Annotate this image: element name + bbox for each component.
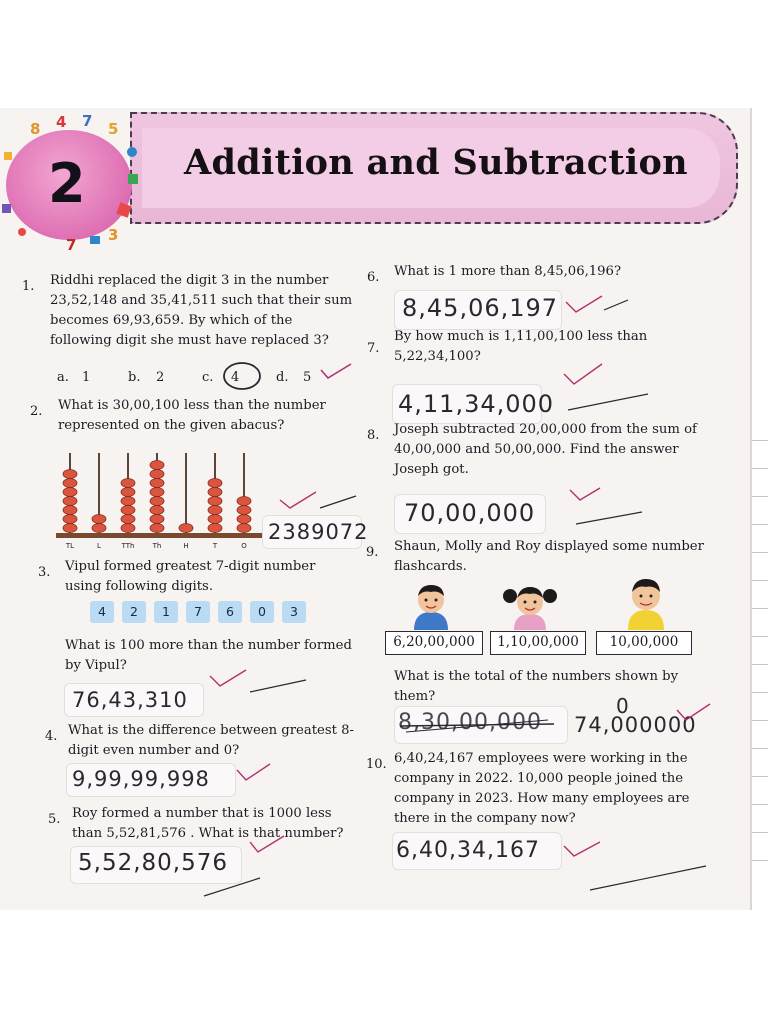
abacus-bead — [63, 470, 77, 479]
abacus-bead — [208, 479, 222, 488]
q1-option-b[interactable]: 2 — [156, 370, 165, 385]
digit-chip: 6 — [218, 601, 242, 623]
abacus-place-label: TTh — [121, 542, 135, 550]
abacus-bead — [63, 506, 77, 515]
abacus-bead — [208, 497, 222, 506]
abacus-bead — [121, 497, 135, 506]
q9-text: Shaun, Molly and Roy displayed some number flashcards. — [394, 539, 704, 574]
abacus-place-label: L — [97, 542, 101, 550]
abacus-bead — [63, 488, 77, 497]
q10-answer: 6,40,34,167 — [396, 838, 540, 863]
q9-strike-mark — [398, 712, 558, 740]
q5-number: 5. — [48, 812, 61, 827]
molly-illustration — [500, 584, 560, 630]
abacus-place-label: O — [241, 542, 247, 550]
q1-option-a[interactable]: 1 — [82, 370, 91, 385]
q1-option-c[interactable]: 4 — [231, 370, 240, 385]
q7-number: 7. — [367, 341, 380, 356]
abacus-bead — [121, 524, 135, 533]
abacus-bead — [208, 515, 222, 524]
abacus-bead — [237, 524, 251, 533]
digit-chip: 7 — [186, 601, 210, 623]
q8-text: Joseph subtracted 20,00,000 from the sum of 40,00,000 and 50,00,000. Find the answer Joseph got. — [394, 422, 697, 477]
digit-chip: 4 — [90, 601, 114, 623]
abacus-bead — [208, 506, 222, 515]
q1-tick-icon — [318, 360, 354, 382]
q1-text: Riddhi replaced the digit 3 in the number 23,52,148 and 35,41,511 such that their sum becomes 69,93,659. By which of the following digit she must have replaced 3? — [50, 273, 353, 348]
q9-number: 9. — [366, 545, 379, 560]
abacus-bead — [237, 515, 251, 524]
q6-answer: 8,45,06,197 — [402, 294, 559, 322]
q1-option-d[interactable]: 5 — [303, 370, 312, 385]
q8-tick-icon — [566, 484, 646, 534]
q4-tick-icon — [234, 760, 274, 788]
abacus-bead — [208, 524, 222, 533]
q5-tick-icon — [200, 832, 310, 902]
abacus-bead — [121, 488, 135, 497]
flashcard: 10,00,000 — [596, 631, 692, 655]
shaun-illustration — [410, 582, 452, 630]
abacus-bead — [92, 515, 106, 524]
abacus-bead — [237, 497, 251, 506]
next-page-edge — [752, 440, 768, 910]
q3-subtext: What is 100 more than the number formed by Vipul? — [65, 638, 352, 673]
q4-answer: 9,99,99,998 — [72, 767, 210, 791]
q5-answer: 5,52,80,576 — [78, 850, 228, 876]
q1-option-a-label: a. — [57, 370, 69, 385]
q7-answer: 4,11,34,000 — [398, 390, 555, 418]
abacus-bead — [150, 497, 164, 506]
q1-number: 1. — [22, 279, 35, 294]
deco-digit: 7 — [82, 112, 93, 130]
q9-subtext: What is the total of the numbers shown by them? — [394, 669, 679, 704]
deco-digit: 5 — [108, 120, 119, 138]
q2-text: What is 30,00,100 less than the number represented on the given abacus? — [58, 398, 326, 433]
abacus-bead — [237, 506, 251, 515]
abacus-bead — [121, 506, 135, 515]
abacus-bead — [150, 524, 164, 533]
q2-tick-icon — [276, 486, 360, 516]
abacus-bead — [150, 515, 164, 524]
abacus-bead — [63, 524, 77, 533]
abacus-bead — [150, 506, 164, 515]
q8-answer: 70,00,000 — [404, 499, 536, 527]
q2-answer: 2389072 — [268, 520, 369, 544]
q1-option-c-label: c. — [202, 370, 214, 385]
q7-text: By how much is 1,11,00,100 less than 5,22,34,100? — [394, 329, 648, 364]
q6-text: What is 1 more than 8,45,06,196? — [394, 264, 622, 279]
abacus-bead — [63, 515, 77, 524]
abacus-bead — [208, 488, 222, 497]
abacus-bead — [179, 524, 193, 533]
abacus-place-label: Th — [152, 542, 162, 550]
q3-tick-icon — [206, 668, 310, 698]
roy-illustration — [624, 576, 668, 630]
digit-chip: 2 — [122, 601, 146, 623]
deco-digit: 8 — [30, 120, 41, 138]
q3-number: 3. — [38, 565, 51, 580]
q9-tick-icon — [674, 702, 714, 728]
q9-crossed-answer: 8,30,00,000 — [398, 710, 542, 735]
digit-chip: 1 — [154, 601, 178, 623]
abacus-bead — [121, 479, 135, 488]
abacus-bead — [63, 497, 77, 506]
confetti-decoration — [0, 112, 150, 252]
q10-text: 6,40,24,167 employees were working in the company in 2022. 10,000 people joined the company in 2023. How many employees are there in the company now? — [394, 751, 690, 826]
abacus-bead — [150, 479, 164, 488]
abacus-bead — [121, 515, 135, 524]
abacus-place-label: H — [183, 542, 189, 550]
chapter-number: 2 — [48, 152, 86, 215]
abacus-bead — [92, 524, 106, 533]
chapter-title: Addition and Subtraction — [184, 142, 688, 183]
q2-number: 2. — [30, 404, 43, 419]
q1-option-b-label: b. — [128, 370, 141, 385]
abacus-base — [56, 533, 266, 538]
flashcard: 1,10,00,000 — [490, 631, 586, 655]
digit-chip: 3 — [282, 601, 306, 623]
abacus-place-label: TL — [65, 542, 75, 550]
q7-tick-icon — [558, 354, 688, 414]
q5-text: Roy formed a number that is 1000 less than 5,52,81,576 . What is that number? — [72, 806, 344, 841]
deco-digit: 7 — [66, 236, 77, 254]
abacus-bead — [150, 488, 164, 497]
q4-text: What is the difference between greatest 8-digit even number and 0? — [68, 723, 354, 758]
abacus-place-label: T — [212, 542, 218, 550]
q8-number: 8. — [367, 428, 380, 443]
deco-digit: 4 — [56, 113, 67, 131]
abacus-bead — [150, 461, 164, 470]
abacus-bead — [63, 479, 77, 488]
q4-number: 4. — [45, 729, 58, 744]
q1-option-d-label: d. — [276, 370, 289, 385]
q9-answer: 74,000000 — [574, 713, 697, 737]
abacus-bead — [150, 470, 164, 479]
digit-chip: 0 — [250, 601, 274, 623]
deco-digit: 3 — [108, 226, 119, 244]
flashcard: 6,20,00,000 — [385, 631, 483, 655]
q3-text: Vipul formed greatest 7-digit number using following digits. — [65, 559, 316, 594]
q3-answer: 76,43,310 — [72, 688, 188, 712]
q10-number: 10. — [366, 757, 387, 772]
q9-mark: 0 — [616, 694, 630, 718]
q6-number: 6. — [367, 270, 380, 285]
abacus — [56, 447, 276, 551]
q1-circle-mark — [220, 360, 264, 392]
q6-tick-icon — [562, 290, 632, 320]
q10-tick-icon — [560, 836, 710, 896]
